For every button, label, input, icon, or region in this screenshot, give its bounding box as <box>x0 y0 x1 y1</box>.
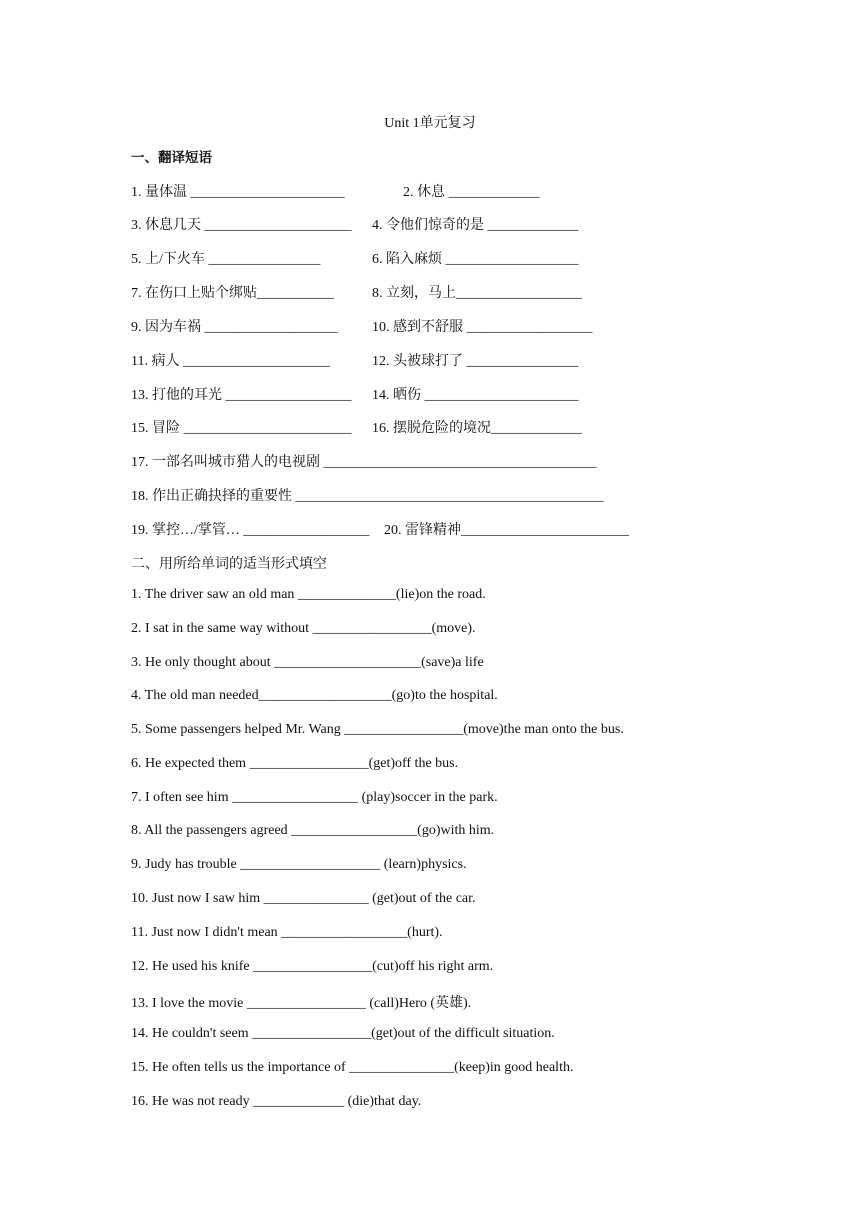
fill-item-6: 6. He expected them _________________(get)off the bus. <box>131 756 459 771</box>
fill-item-2: 2. I sat in the same way without _________________(move). <box>131 621 476 636</box>
fill-item-13: 13. I love the movie _________________ (call)Hero (英雄). <box>131 996 472 1011</box>
phrase-item-11: 11. 病人 _____________________ <box>131 354 330 369</box>
phrase-item-19: 19. 掌控…/掌管… __________________ <box>131 523 370 538</box>
section-1-title: 一、翻译短语 <box>131 150 212 166</box>
phrase-item-3: 3. 休息几天 _____________________ <box>131 218 352 233</box>
phrase-item-8: 8. 立刻，马上__________________ <box>372 286 582 301</box>
fill-item-12: 12. He used his knife _________________(cut)off his right arm. <box>131 959 494 974</box>
phrase-item-18: 18. 作出正确抉择的重要性 ____________________________________________ <box>131 489 604 504</box>
phrase-item-1: 1. 量体温 ______________________ <box>131 185 345 200</box>
fill-item-3: 3. He only thought about _____________________(save)a life <box>131 655 484 670</box>
fill-item-8: 8. All the passengers agreed __________________(go)with him. <box>131 823 495 838</box>
phrase-item-12: 12. 头被球打了 ________________ <box>372 354 579 369</box>
page-title: Unit 1单元复习 <box>384 116 476 131</box>
fill-item-10: 10. Just now I saw him _______________ (get)out of the car. <box>131 891 476 906</box>
phrase-item-20: 20. 雷锋精神________________________ <box>384 523 629 538</box>
fill-item-16: 16. He was not ready _____________ (die)that day. <box>131 1094 422 1109</box>
phrase-item-13: 13. 打他的耳光 __________________ <box>131 388 352 403</box>
phrase-item-4: 4. 令他们惊奇的是 _____________ <box>372 218 579 233</box>
phrase-item-5: 5. 上/下火车 ________________ <box>131 252 321 267</box>
phrase-item-2: 2. 休息 _____________ <box>403 185 540 200</box>
fill-item-9: 9. Judy has trouble ____________________ (learn)physics. <box>131 857 467 872</box>
fill-item-5: 5. Some passengers helped Mr. Wang _________________(move)the man onto the bus. <box>131 722 624 737</box>
fill-item-4: 4. The old man needed___________________(go)to the hospital. <box>131 688 498 703</box>
phrase-item-9: 9. 因为车祸 ___________________ <box>131 320 338 335</box>
phrase-item-16: 16. 摆脱危险的境况_____________ <box>372 421 582 436</box>
phrase-item-17: 17. 一部名叫城市猎人的电视剧 _______________________________________ <box>131 455 597 470</box>
fill-item-1: 1. The driver saw an old man ______________(lie)on the road. <box>131 587 486 602</box>
section-2-title: 二、用所给单词的适当形式填空 <box>131 557 327 572</box>
phrase-item-7: 7. 在伤口上贴个绑贴___________ <box>131 286 334 301</box>
fill-item-7: 7. I often see him __________________ (play)soccer in the park. <box>131 790 498 805</box>
fill-item-15: 15. He often tells us the importance of _______________(keep)in good health. <box>131 1060 574 1075</box>
phrase-item-6: 6. 陷入麻烦 ___________________ <box>372 252 579 267</box>
fill-item-11: 11. Just now I didn't mean __________________(hurt). <box>131 925 443 940</box>
phrase-item-14: 14. 晒伤 ______________________ <box>372 388 579 403</box>
phrase-item-10: 10. 感到不舒服 __________________ <box>372 320 593 335</box>
phrase-item-15: 15. 冒险 ________________________ <box>131 421 352 436</box>
fill-item-14: 14. He couldn't seem _________________(get)out of the difficult situation. <box>131 1026 555 1041</box>
